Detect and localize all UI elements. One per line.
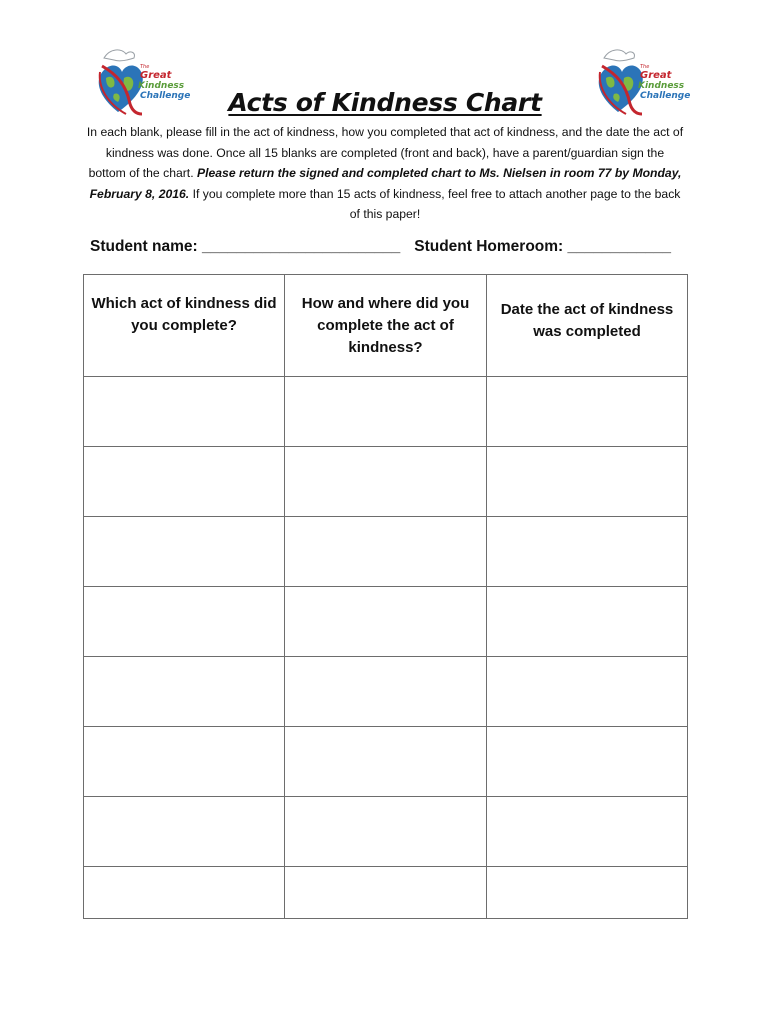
svg-text:Great: Great <box>140 70 172 81</box>
how-where-cell[interactable] <box>285 587 487 657</box>
svg-text:The: The <box>140 64 150 70</box>
date-cell[interactable] <box>487 447 688 517</box>
how-where-cell[interactable] <box>285 447 487 517</box>
how-where-cell[interactable] <box>285 727 487 797</box>
column-header-how-where <box>285 275 487 377</box>
table-row <box>84 377 688 447</box>
svg-text:Challenge: Challenge <box>140 91 191 101</box>
table-row <box>84 657 688 727</box>
column-header-label: Date the act of kindness was completed <box>500 301 674 340</box>
date-cell[interactable] <box>487 587 688 657</box>
date-cell[interactable] <box>487 867 688 919</box>
table-row <box>84 797 688 867</box>
act-cell[interactable] <box>84 727 285 797</box>
student-name-field[interactable]: Student name: _______________________ <box>90 238 401 255</box>
date-cell[interactable] <box>487 797 688 867</box>
student-homeroom-field[interactable]: Student Homeroom: ____________ <box>414 238 671 255</box>
act-cell[interactable] <box>84 447 285 517</box>
table-row <box>84 587 688 657</box>
instructions-text-extra: If you complete more than 15 acts of kindness, feel free to attach another page to the back of this paper! <box>189 186 681 221</box>
instructions-text: In each blank, please fill in the act of kindness, how you completed that act of kindness, and the date the act of kindness was done. Once all 15 blanks are completed (front and back), have a parent/guardian sign the bottom of the chart. <box>86 125 684 180</box>
act-cell[interactable] <box>84 797 285 867</box>
instructions-deadline: Please return the signed and completed chart to Ms. Nielsen in room 77 by Monday, February 8, 2016. <box>89 166 682 201</box>
date-cell[interactable] <box>487 657 688 727</box>
table-header-row <box>84 275 688 377</box>
kindness-chart-table <box>83 274 688 919</box>
page-title: Acts of Kindness Chart <box>228 88 542 117</box>
svg-text:Kindness: Kindness <box>638 81 685 91</box>
table-row <box>84 447 688 517</box>
date-cell[interactable] <box>487 517 688 587</box>
instructions-paragraph <box>86 122 684 225</box>
act-cell[interactable] <box>84 517 285 587</box>
act-cell[interactable] <box>84 657 285 727</box>
act-cell[interactable] <box>84 377 285 447</box>
how-where-cell[interactable] <box>285 517 487 587</box>
student-info-line <box>90 238 690 256</box>
how-where-cell[interactable] <box>285 797 487 867</box>
act-cell[interactable] <box>84 587 285 657</box>
date-cell[interactable] <box>487 727 688 797</box>
act-cell[interactable] <box>84 867 285 919</box>
how-where-cell[interactable] <box>285 377 487 447</box>
column-header-act <box>84 275 285 377</box>
svg-text:Challenge: Challenge <box>640 91 691 101</box>
svg-text:The: The <box>640 64 650 70</box>
date-cell[interactable] <box>487 377 688 447</box>
column-header-date <box>487 275 688 377</box>
how-where-cell[interactable] <box>285 657 487 727</box>
column-header-label: Which act of kindness did you complete? <box>91 295 277 334</box>
column-header-label: How and where did you complete the act of kindness? <box>301 295 470 356</box>
how-where-cell[interactable] <box>285 867 487 919</box>
svg-text:Great: Great <box>640 70 672 81</box>
table-row <box>84 727 688 797</box>
table-row <box>84 867 688 919</box>
svg-text:Kindness: Kindness <box>138 81 185 91</box>
table-row <box>84 517 688 587</box>
